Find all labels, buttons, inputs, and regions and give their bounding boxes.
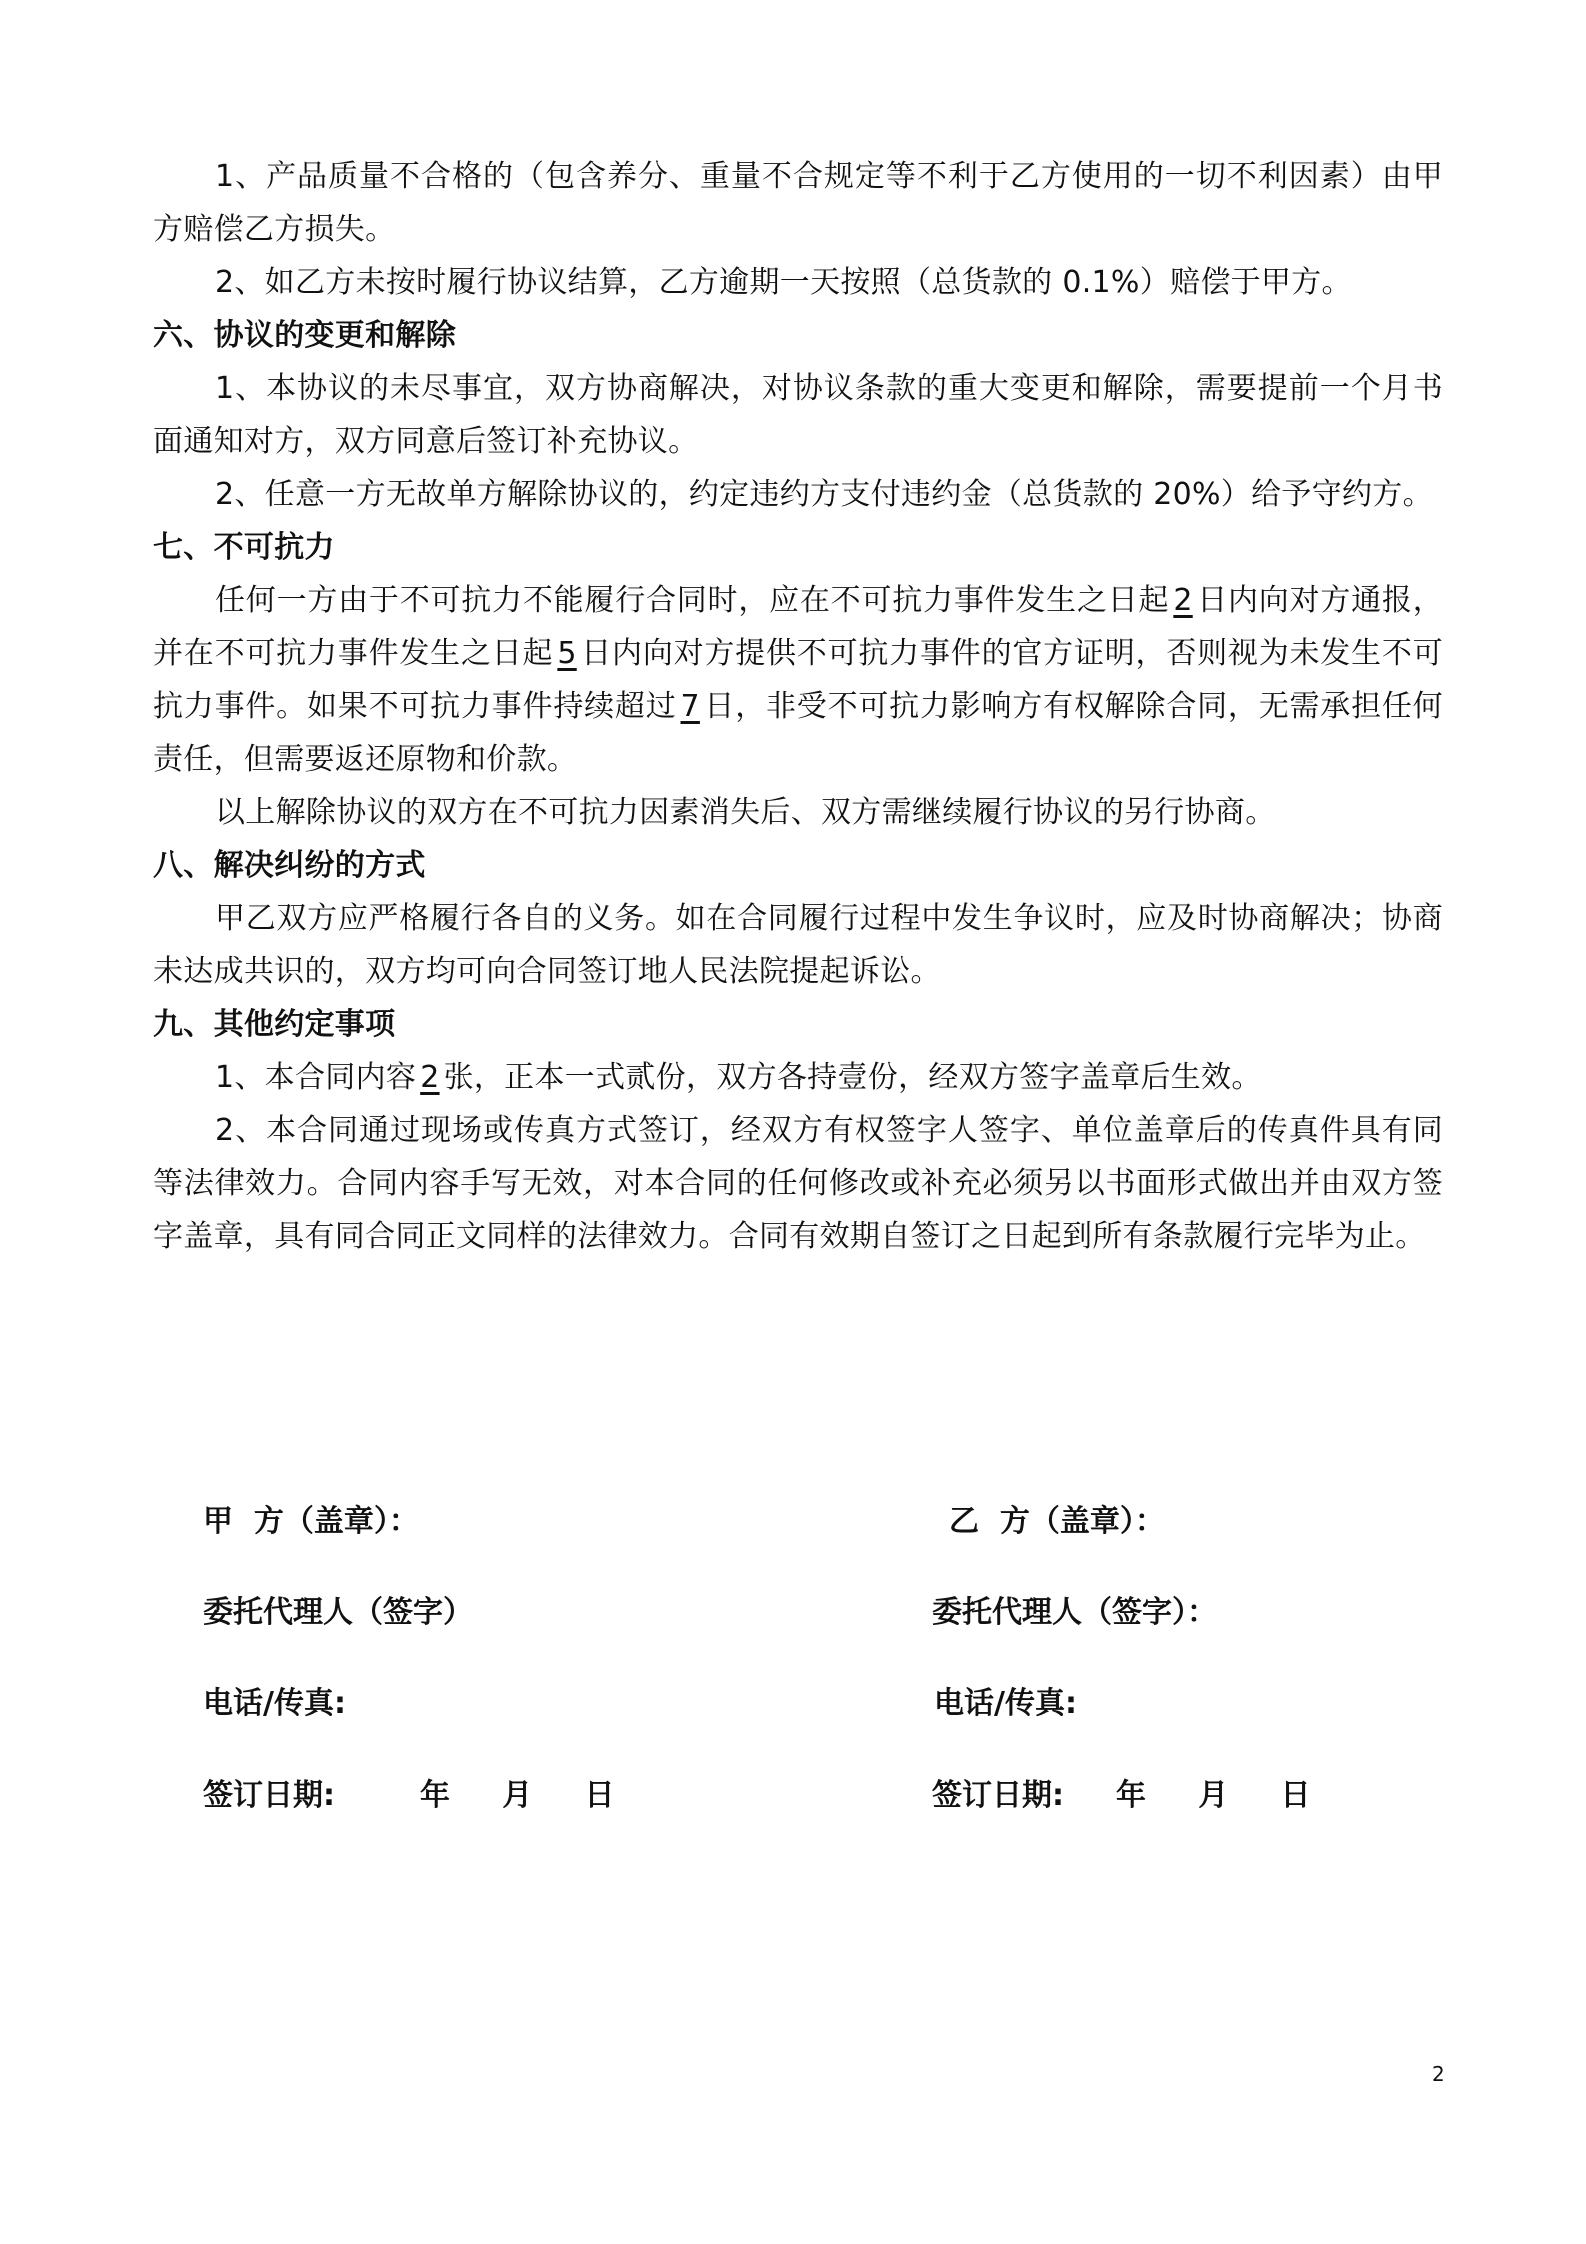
clause8-paragraph: 甲乙双方应严格履行各自的义务。如在合同履行过程中发生争议时，应及时协商解决；协商未达成共识的，双方均可向合同签订地人民法院提起诉讼。 [153,901,1443,989]
clause7-paragraph [153,574,1443,786]
party-b-seal-label: 乙 方（盖章）： [949,1504,1165,1539]
party-b-agent-label: 委托代理人（签字）： [932,1595,1217,1630]
clause6-heading: 六、协议的变更和解除 [153,318,456,353]
clause6-item1: 1、本协议的未尽事宜，双方协商解决，对协议条款的重大变更和解除，需要提前一个月书面通知对方，双方同意后签订补充协议。 [153,371,1443,459]
clause9-item1-text-a: 1、本合同内容 [215,1060,417,1095]
page-number: 2 [1432,2062,1445,2086]
clause9-item1-text-b: 张，正本一式贰份，双方各持壹份，经双方签字盖章后生效。 [443,1060,1262,1095]
party-a-agent-label: 委托代理人（签字） [203,1595,473,1630]
clause7-paragraph-2: 以上解除协议的双方在不可抗力因素消失后、双方需继续履行协议的另行协商。 [215,795,1276,830]
clause7-text-a: 任何一方由于不可抗力不能履行合同时，应在不可抗力事件发生之日起 [215,583,1170,618]
party-a-seal-label: 甲 方（盖章）： [203,1504,419,1539]
clause7-text-d: 日，非受不可抗力影响方有权解除合同，无需承担任何责任，但需要返还原物和价款。 [153,689,1443,777]
clause9-item2: 2、本合同通过现场或传真方式签订，经双方有权签字人签字、单位盖章后的传真件具有同等法律效力。合同内容手写无效，对本合同的任何修改或补充必须另以书面形式做出并由双方签字盖章，具有同合同正文同样的法律效力。合同有效期自签订之日起到所有条款履行完毕为止。 [153,1113,1443,1254]
clause7-text-b: 日内向对方通报，并在不可抗力事件发生之日起 [153,583,1443,671]
contract-body [153,150,1443,1263]
clause7-text-c: 日内向对方提供不可抗力事件的官方证明，否则视为未发生不可抗力事件。如果不可抗力事件持续超过 [153,636,1443,724]
clause5-item1: 1、产品质量不合格的（包含养分、重量不合规定等不利于乙方使用的一切不利因素）由甲方赔偿乙方损失。 [153,159,1443,247]
proof-days-field: 5 [557,636,577,671]
clause9-item1 [153,1051,1443,1104]
party-b-date-fields: 年 月 日 [1116,1778,1311,1813]
clause6-item2: 2、任意一方无故单方解除协议的，约定违约方支付违约金（总货款的 20%）给予守约方。 [215,477,1433,512]
party-a-date-label: 签订日期: [203,1778,335,1813]
party-b-phone-label: 电话/传真: [934,1686,1077,1721]
clause9-heading: 九、其他约定事项 [153,1007,396,1042]
page-count-field: 2 [420,1060,440,1095]
notify-days-field: 2 [1173,583,1193,618]
party-b-date-label: 签订日期: [932,1778,1064,1813]
clause8-heading: 八、解决纠纷的方式 [153,848,426,883]
clause7-heading: 七、不可抗力 [153,530,335,565]
terminate-days-field: 7 [680,689,700,724]
party-a-phone-label: 电话/传真: [203,1686,346,1721]
party-a-date-fields: 年 月 日 [420,1778,615,1813]
clause5-item2: 2、如乙方未按时履行协议结算，乙方逾期一天按照（总货款的 0.1%）赔偿于甲方。 [215,265,1352,300]
